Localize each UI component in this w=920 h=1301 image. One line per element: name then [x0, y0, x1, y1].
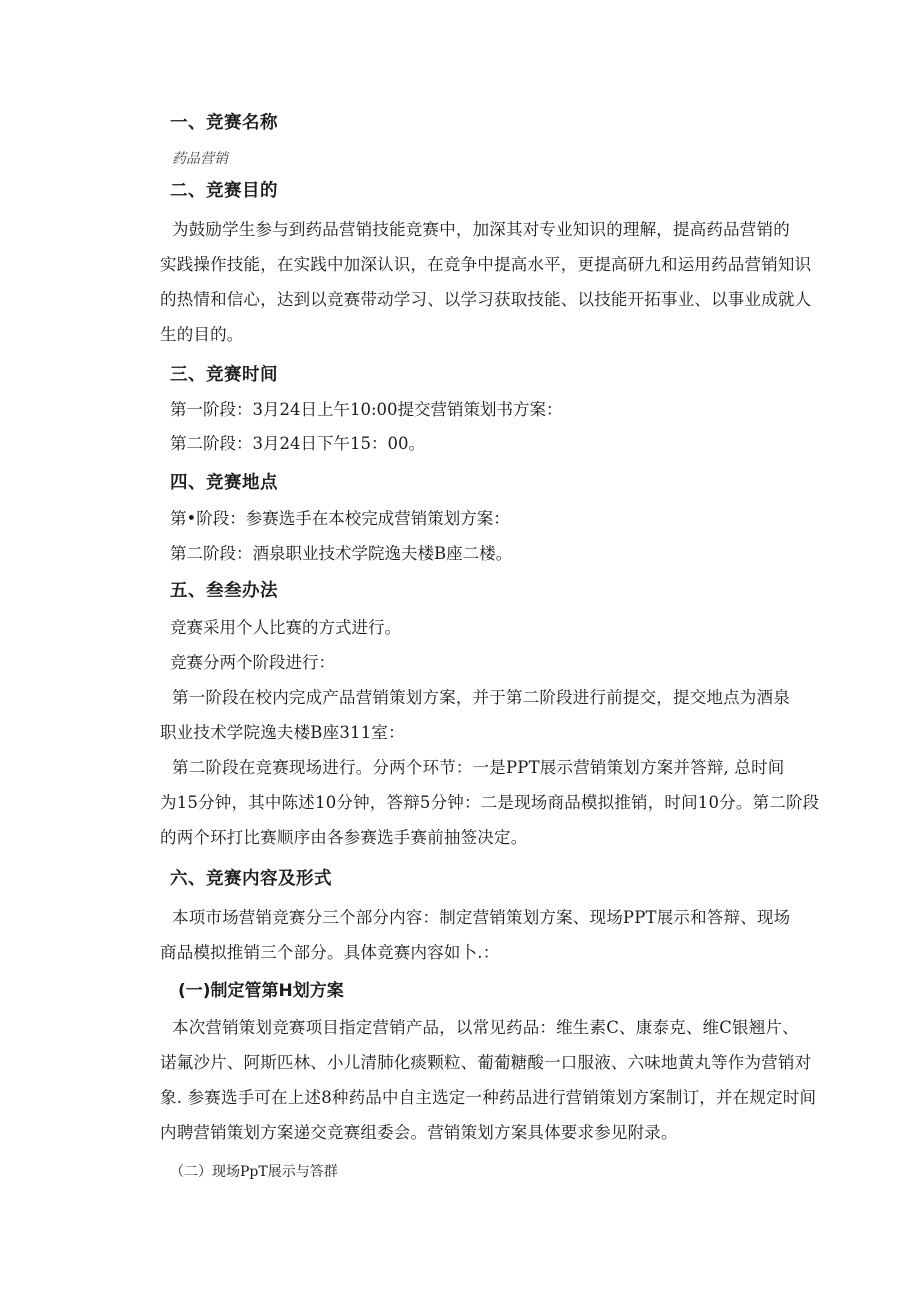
- section-3-line: 第一阶段：3月24日上午10:00提交营销策划书方案：: [170, 400, 563, 419]
- section-6-line: 商品模拟推销三个部分。具体竞赛内容如卜.：: [160, 943, 500, 962]
- section-2-line: 实践操作技能，在实践中加深认识，在竞争中提高水平，更提高研九和运用药品营销知识: [160, 255, 812, 274]
- section-2-heading: 二、竞赛目的: [170, 181, 278, 201]
- section-5-line: 为15分钟，其中陈述10分钟，答辩5分钟：二是现场商品模拟推销，时间10分。第二阶段: [160, 793, 820, 812]
- subsection-1-line: 诺氟沙片、阿斯匹林、小儿清肺化痰颗粒、葡葡糖酸一口服液、六味地黄丸等作为营销对: [160, 1053, 812, 1072]
- section-5-line: 第一阶段在校内完成产品营销策划方案，并于第二阶段进行前提交，提交地点为酒泉: [172, 688, 790, 707]
- subsection-1-heading: (一)制定管第H划方案: [178, 981, 344, 1001]
- section-4-heading: 四、竞赛地点: [170, 473, 278, 493]
- section-2-line: 为鼓励学生参与到药品营销技能竞赛中，加深其对专业知识的理解，提高药品营销的: [172, 220, 790, 239]
- section-6-line: 本项市场营销竞赛分三个部分内容：制定营销策划方案、现场PPT展示和答辩、现场: [172, 908, 791, 927]
- section-4-line: 第二阶段：酒泉职业技术学院逸夫楼B座二楼。: [170, 544, 513, 563]
- section-5-line: 的两个环打比赛顺序由各参赛选手赛前抽签决定。: [160, 828, 528, 847]
- subsection-1-line: 象. 参赛选手可在上述8种药品中自主选定一种药品进行营销策划方案制订，并在规定时间: [160, 1088, 817, 1107]
- section-6-heading: 六、竞赛内容及形式: [170, 869, 332, 889]
- section-5-line: 竞赛分两个阶段进行：: [170, 653, 335, 672]
- section-3-line: 第二阶段：3月24日下午15：00。: [170, 434, 425, 453]
- subsection-1-line: 内聘营销策划方案递交竞赛组委会。营销策划方案具体要求参见附录。: [160, 1123, 678, 1142]
- section-1-content: 药品营销: [172, 151, 228, 167]
- section-5-line: 职业技术学院逸夫楼B座311室：: [160, 723, 405, 742]
- section-2-line: 生的目的。: [160, 325, 244, 344]
- section-5-line: 第二阶段在竞赛现场进行。分两个环节：一是PPT展示营销策划方案并答辩, 总时间: [172, 758, 785, 777]
- section-1-heading: 一、竞赛名称: [170, 113, 278, 133]
- section-2-line: 的热情和信心，达到以竞赛带动学习、以学习获取技能、以技能开拓事业、以事业成就人: [160, 290, 812, 309]
- section-3-heading: 三、竞赛时间: [170, 365, 278, 385]
- subsection-2-heading: （二）现场PpT展示与答群: [170, 1164, 338, 1180]
- section-5-line: 竞赛采用个人比赛的方式进行。: [170, 618, 401, 637]
- section-4-line: 第•阶段：参赛选手在本校完成营销策划方案：: [170, 509, 510, 528]
- section-5-heading: 五、叁叁办法: [170, 581, 278, 601]
- subsection-1-line: 本次营销策划竞赛项目指定营销产品，以常见药品：维生素C、康泰克、维C银翘片、: [172, 1018, 799, 1037]
